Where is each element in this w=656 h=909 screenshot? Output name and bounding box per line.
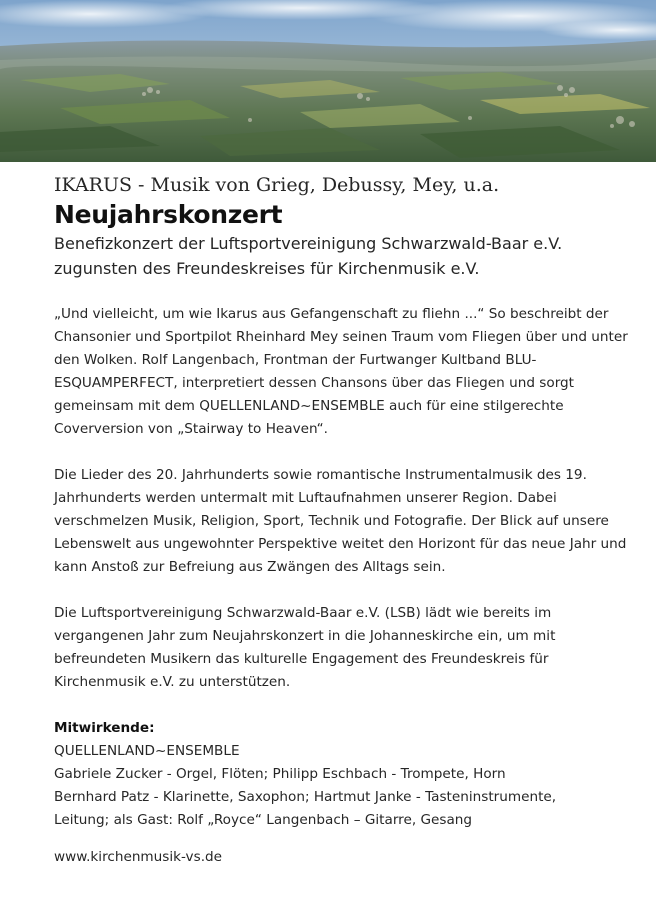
credit-line: Gabriele Zucker - Orgel, Flöten; Philipp Eschbach - Trompete, Horn	[54, 766, 506, 782]
credit-line: Leitung; als Gast: Rolf „Royce“ Langenbach – Gitarre, Gesang	[54, 812, 473, 828]
credits-heading: Mitwirkende:	[54, 720, 155, 736]
event-title: Neujahrskonzert	[54, 200, 283, 229]
credit-line: QUELLENLAND~ENSEMBLE	[54, 743, 240, 759]
aerial-landscape-photo	[0, 0, 656, 162]
credits-section	[54, 717, 629, 832]
website-link[interactable]: www.kirchenmusik-vs.de	[54, 849, 223, 865]
organizer-paragraph: Die Luftsportvereinigung Schwarzwald-Baar e.V. (LSB) lädt wie bereits im vergangenen Jahr zum Neujahrskonzert in die Johanneskirche ein, um mit befreundeten Musikern das kulturelle Engagement des Freundeskreis für Kirchenmusik e.V. zu unterstützen.	[54, 605, 556, 690]
program-paragraph: Die Lieder des 20. Jahrhunderts sowie romantische Instrumentalmusik des 19. Jahrhunderts werden untermalt mit Luftaufnahmen unserer Region. Dabei verschmelzen Musik, Religion, Sport, Technik und Fotografie. Der Blick auf unsere Lebenswelt aus ungewohnter Perspektive weitet den Horizont für das neue Jahr und kann Anstoß zur Befreiung aus Zwängen des Alltags sein.	[54, 467, 627, 575]
event-kicker: IKARUS - Musik von Grieg, Debussy, Mey, u.a.	[54, 174, 500, 196]
event-text	[54, 171, 629, 869]
credit-line: Bernhard Patz - Klarinette, Saxophon; Hartmut Janke - Tasteninstrumente,	[54, 789, 557, 805]
event-subtitle: Benefizkonzert der Luftsportvereinigung Schwarzwald-Baar e.V. zugunsten des Freundeskreises für Kirchenmusik e.V.	[54, 234, 563, 278]
intro-paragraph: „Und vielleicht, um wie Ikarus aus Gefangenschaft zu fliehn ...“ So beschreibt der Chansonier und Sportpilot Rheinhard Mey seinen Traum vom Fliegen über und unter den Wolken. Rolf Langenbach, Frontman der Furtwanger Kultband BLU-ESQUAMPERFECT, interpretiert dessen Chansons über das Fliegen und sorgt gemeinsam mit dem QUELLENLAND~ENSEMBLE auch für eine stilgerechte Coverversion von „Stairway to Heaven“.	[54, 306, 628, 437]
